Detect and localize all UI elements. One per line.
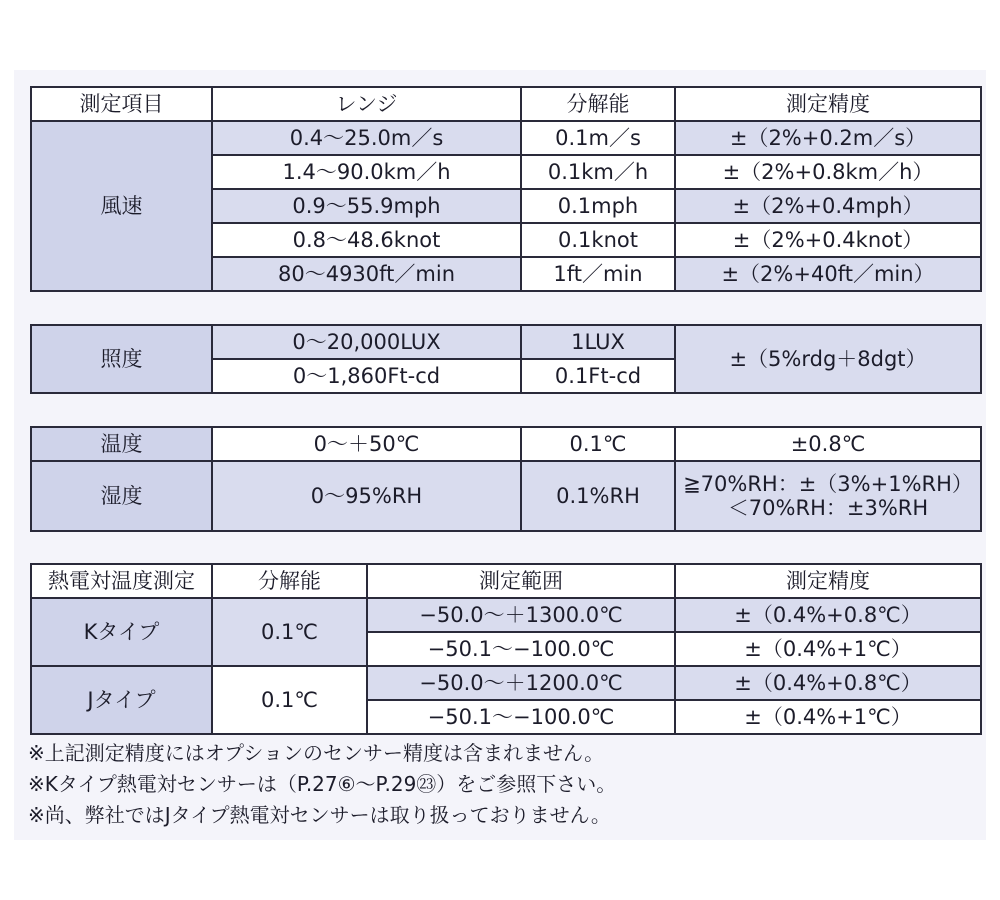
header-resolution: 分解能 [521, 87, 675, 121]
table-row [31, 121, 981, 155]
range-cell: 0～＋50℃ [212, 427, 521, 461]
header-item: 測定項目 [31, 87, 212, 121]
resolution-cell: 1LUX [521, 325, 675, 359]
accuracy-cell: ±（0.4%+0.8℃） [675, 666, 981, 700]
footnote: ※尚、弊社ではJタイプ熱電対センサーは取り扱っておりません。 [28, 803, 611, 827]
range-cell: 0.8～48.6knot [212, 223, 521, 257]
accuracy-cell: ±（2%+40ft／min） [675, 257, 981, 291]
footnote: ※Kタイプ熱電対センサーは（P.27⑥～P.29㉓）をご参照下さい。 [28, 772, 617, 796]
table-row [31, 325, 981, 359]
wind-speed-table [30, 86, 982, 292]
accuracy-cell: ±（2%+0.4knot） [675, 223, 981, 257]
header-thermocouple: 熱電対温度測定 [31, 564, 212, 598]
table-header-row [31, 87, 981, 121]
header-accuracy: 測定精度 [675, 87, 981, 121]
resolution-cell: 0.1%RH [521, 461, 675, 531]
range-cell: 0.4～25.0m／s [212, 121, 521, 155]
row-label-k-type: Kタイプ [31, 598, 212, 666]
temperature-humidity-table [30, 426, 982, 532]
range-cell: −50.0～＋1200.0℃ [367, 666, 675, 700]
table-row [31, 427, 981, 461]
table-header-row [31, 564, 981, 598]
table-row [31, 598, 981, 632]
resolution-cell: 0.1knot [521, 223, 675, 257]
accuracy-cell: ±（2%+0.2m／s） [675, 121, 981, 155]
accuracy-cell: ±（2%+0.4mph） [675, 189, 981, 223]
header-range: レンジ [212, 87, 521, 121]
accuracy-cell: ±0.8℃ [675, 427, 981, 461]
resolution-cell: 0.1℃ [521, 427, 675, 461]
range-cell: 80～4930ft／min [212, 257, 521, 291]
range-cell: −50.1～−100.0℃ [367, 700, 675, 734]
thermocouple-table [30, 563, 982, 735]
footnotes [28, 738, 978, 831]
header-resolution: 分解能 [212, 564, 367, 598]
table-row [31, 461, 981, 531]
range-cell: 0.9～55.9mph [212, 189, 521, 223]
table-row [31, 666, 981, 700]
humidity-accuracy-high: ≧70%RH：±（3%+1%RH） [683, 471, 973, 496]
resolution-cell: 0.1km／h [521, 155, 675, 189]
resolution-cell: 1ft／min [521, 257, 675, 291]
resolution-cell: 0.1Ft-cd [521, 359, 675, 393]
resolution-cell: 0.1mph [521, 189, 675, 223]
row-label-wind-speed: 風速 [31, 121, 212, 291]
range-cell: 0～95%RH [212, 461, 521, 531]
row-label-illuminance: 照度 [31, 325, 212, 393]
row-label-humidity: 湿度 [31, 461, 212, 531]
range-cell: −50.1～−100.0℃ [367, 632, 675, 666]
resolution-cell: 0.1m／s [521, 121, 675, 155]
humidity-accuracy-low: ＜70%RH：±3%RH [727, 496, 929, 520]
row-label-j-type: Jタイプ [31, 666, 212, 734]
resolution-cell: 0.1℃ [212, 666, 367, 734]
accuracy-cell: ±（2%+0.8km／h） [675, 155, 981, 189]
resolution-cell: 0.1℃ [212, 598, 367, 666]
range-cell: 1.4～90.0km／h [212, 155, 521, 189]
row-label-temperature: 温度 [31, 427, 212, 461]
accuracy-cell: ±（0.4%+1℃） [675, 700, 981, 734]
header-accuracy: 測定精度 [675, 564, 981, 598]
accuracy-cell: ±（5%rdg＋8dgt） [675, 325, 981, 393]
accuracy-cell: ±（0.4%+1℃） [675, 632, 981, 666]
range-cell: −50.0～＋1300.0℃ [367, 598, 675, 632]
range-cell: 0～20,000LUX [212, 325, 521, 359]
range-cell: 0～1,860Ft-cd [212, 359, 521, 393]
illuminance-table [30, 324, 982, 394]
accuracy-cell: ±（0.4%+0.8℃） [675, 598, 981, 632]
accuracy-cell [675, 461, 981, 531]
header-range: 測定範囲 [367, 564, 675, 598]
footnote: ※上記測定精度にはオプションのセンサー精度は含まれません。 [28, 741, 605, 765]
